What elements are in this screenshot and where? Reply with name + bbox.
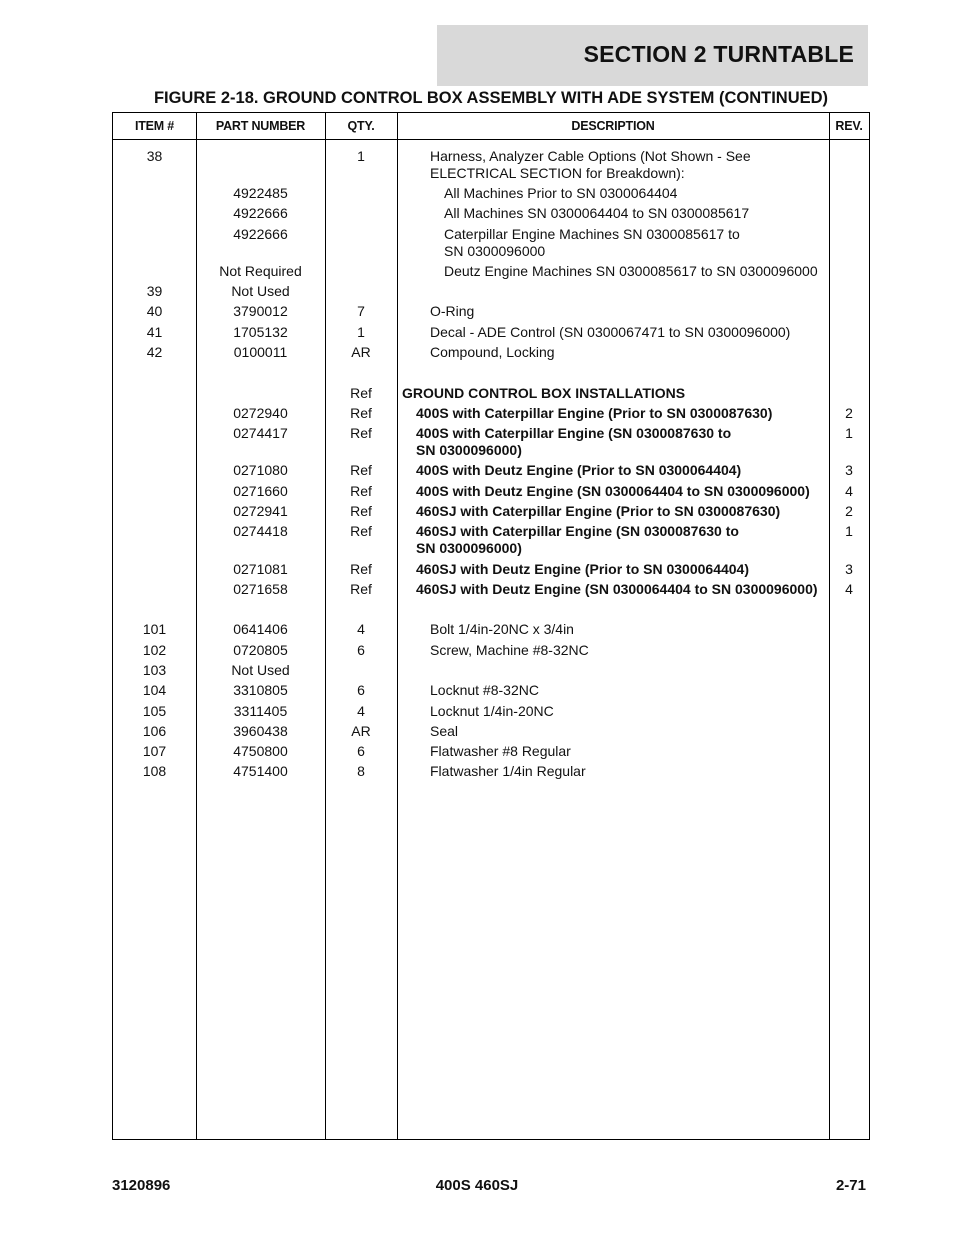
- column-header-qty: QTY.: [347, 119, 375, 133]
- part-number-cell: 3310805: [233, 682, 288, 698]
- column-header-rev: REV.: [835, 119, 863, 133]
- footer-page-number: 2-71: [835, 1177, 866, 1194]
- qty-cell: Ref: [350, 405, 372, 421]
- qty-cell: Ref: [350, 523, 372, 539]
- item-number-cell: 41: [146, 324, 163, 340]
- part-number-cell: 3790012: [233, 303, 288, 319]
- description-cell: 400S with Caterpillar Engine (SN 0300087630 to SN 0300096000): [416, 425, 732, 458]
- qty-cell: Ref: [350, 425, 372, 441]
- part-number-cell: 0641406: [233, 621, 288, 637]
- part-number-cell: 0274417: [233, 425, 288, 441]
- qty-cell: 7: [357, 303, 365, 319]
- part-number-cell: 0272940: [233, 405, 288, 421]
- part-number-cell: 4922666: [233, 205, 288, 221]
- item-number-cell: 102: [142, 642, 167, 658]
- part-number-cell: 4922485: [233, 185, 288, 201]
- section-banner: [437, 25, 868, 86]
- part-number-cell: 0271660: [233, 483, 288, 499]
- part-number-cell: 4922666: [233, 226, 288, 242]
- rev-cell: 3: [845, 462, 853, 478]
- description-cell: 460SJ with Caterpillar Engine (Prior to SN 0300087630): [416, 503, 781, 519]
- rev-cell: 2: [845, 503, 853, 519]
- qty-cell: 6: [357, 642, 365, 658]
- qty-cell: AR: [351, 344, 371, 360]
- figure-title: FIGURE 2-18. GROUND CONTROL BOX ASSEMBLY WITH ADE SYSTEM (CONTINUED): [153, 89, 829, 107]
- description-cell: GROUND CONTROL BOX INSTALLATIONS: [402, 385, 686, 401]
- qty-cell: 6: [357, 743, 365, 759]
- part-number-cell: 0274418: [233, 523, 288, 539]
- description-cell: 400S with Deutz Engine (SN 0300064404 to SN 0300096000): [416, 483, 810, 499]
- item-number-cell: 40: [146, 303, 163, 319]
- qty-cell: Ref: [350, 503, 372, 519]
- qty-cell: 4: [357, 621, 365, 637]
- item-number-cell: 42: [146, 344, 163, 360]
- description-cell: Decal - ADE Control (SN 0300067471 to SN 0300096000): [430, 324, 791, 340]
- column-header-part-number: PART NUMBER: [215, 119, 306, 133]
- item-number-cell: 101: [142, 621, 167, 637]
- part-number-cell: 0272941: [233, 503, 288, 519]
- part-number-cell: 0720805: [233, 642, 288, 658]
- description-cell: Compound, Locking: [430, 344, 555, 360]
- qty-cell: 8: [357, 763, 365, 779]
- column-header-item: ITEM #: [134, 119, 175, 133]
- description-cell: Harness, Analyzer Cable Options (Not Shown - See ELECTRICAL SECTION for Breakdown):: [430, 148, 751, 181]
- description-cell: Deutz Engine Machines SN 0300085617 to SN 0300096000: [444, 263, 818, 279]
- rev-cell: 1: [845, 523, 853, 539]
- item-number-cell: 105: [142, 703, 167, 719]
- description-cell: Seal: [430, 723, 459, 739]
- footer-model: 400S 460SJ: [435, 1177, 519, 1194]
- part-number-cell: 0271081: [233, 561, 288, 577]
- description-cell: All Machines SN 0300064404 to SN 0300085617: [444, 205, 750, 221]
- item-number-cell: 38: [146, 148, 163, 164]
- description-cell: Locknut 1/4in-20NC: [430, 703, 554, 719]
- description-cell: 460SJ with Deutz Engine (SN 0300064404 to SN 0300096000): [416, 581, 818, 597]
- parts-table: [112, 112, 870, 1140]
- item-number-cell: 106: [142, 723, 167, 739]
- description-cell: Flatwasher 1/4in Regular: [430, 763, 586, 779]
- qty-cell: 1: [357, 148, 365, 164]
- part-number-cell: 3960438: [233, 723, 288, 739]
- description-cell: O-Ring: [430, 303, 475, 319]
- qty-cell: Ref: [350, 581, 372, 597]
- column-header-description: DESCRIPTION: [571, 119, 655, 133]
- rev-cell: 4: [845, 581, 853, 597]
- item-number-cell: 39: [146, 283, 163, 299]
- rev-cell: 2: [845, 405, 853, 421]
- description-cell: All Machines Prior to SN 0300064404: [444, 185, 678, 201]
- qty-cell: Ref: [350, 385, 372, 401]
- qty-cell: Ref: [350, 483, 372, 499]
- part-number-cell: 0100011: [233, 344, 288, 360]
- description-cell: Bolt 1/4in-20NC x 3/4in: [430, 621, 574, 637]
- rev-cell: 1: [845, 425, 853, 441]
- part-number-cell: 3311405: [233, 703, 288, 719]
- description-cell: 400S with Deutz Engine (Prior to SN 0300064404): [416, 462, 742, 478]
- description-cell: Flatwasher #8 Regular: [430, 743, 571, 759]
- item-number-cell: 104: [142, 682, 167, 698]
- qty-cell: 4: [357, 703, 365, 719]
- rev-cell: 3: [845, 561, 853, 577]
- qty-cell: 6: [357, 682, 365, 698]
- part-number-cell: 4751400: [233, 763, 288, 779]
- header-divider: [113, 139, 869, 140]
- part-number-cell: 0271658: [233, 581, 288, 597]
- description-cell: Caterpillar Engine Machines SN 0300085617 to SN 0300096000: [444, 226, 740, 259]
- part-number-cell: 1705132: [233, 324, 288, 340]
- qty-cell: Ref: [350, 462, 372, 478]
- description-cell: 460SJ with Deutz Engine (Prior to SN 0300064404): [416, 561, 750, 577]
- qty-cell: 1: [357, 324, 365, 340]
- part-number-cell: Not Required: [219, 263, 302, 279]
- qty-cell: AR: [351, 723, 371, 739]
- qty-cell: Ref: [350, 561, 372, 577]
- section-title: SECTION 2 TURNTABLE: [583, 41, 854, 67]
- part-number-cell: 4750800: [233, 743, 288, 759]
- rev-cell: 4: [845, 483, 853, 499]
- part-number-cell: Not Used: [231, 283, 290, 299]
- item-number-cell: 107: [142, 743, 167, 759]
- description-cell: Screw, Machine #8-32NC: [430, 642, 589, 658]
- part-number-cell: Not Used: [231, 662, 290, 678]
- item-number-cell: 108: [142, 763, 167, 779]
- item-number-cell: 103: [142, 662, 167, 678]
- part-number-cell: 0271080: [233, 462, 288, 478]
- description-cell: Locknut #8-32NC: [430, 682, 539, 698]
- description-cell: 400S with Caterpillar Engine (Prior to SN 0300087630): [416, 405, 773, 421]
- description-cell: 460SJ with Caterpillar Engine (SN 0300087630 to SN 0300096000): [416, 523, 739, 556]
- footer-document-number: 3120896: [112, 1177, 171, 1194]
